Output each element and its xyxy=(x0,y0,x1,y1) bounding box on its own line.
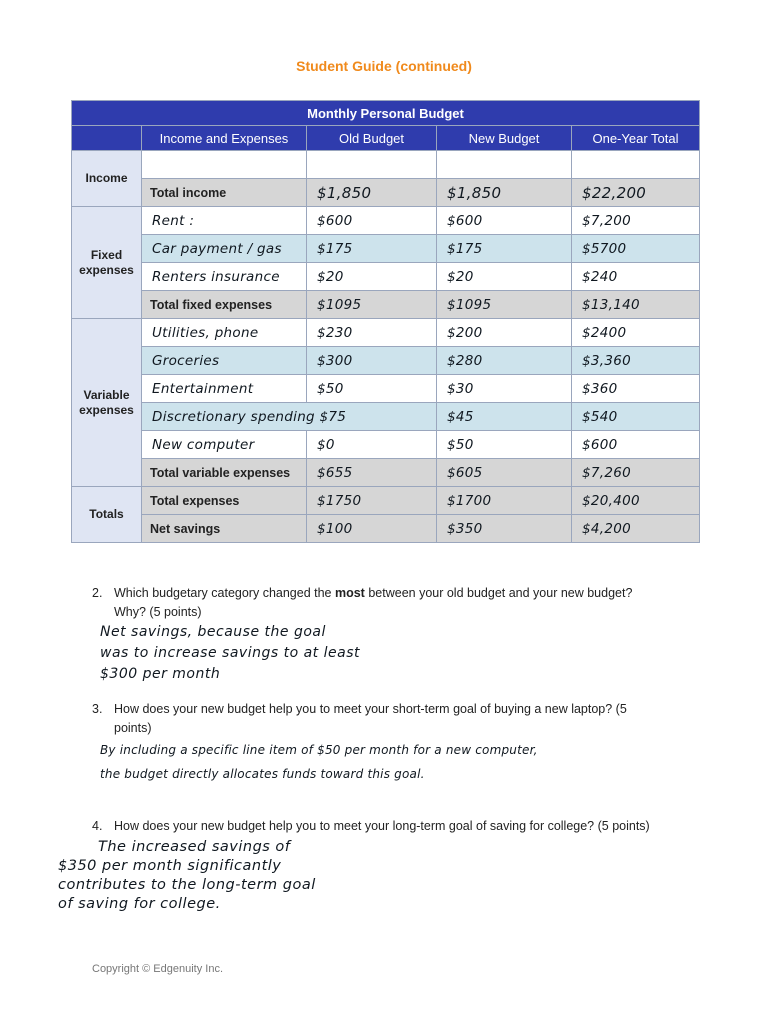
row-label-total-income: Total income xyxy=(142,179,307,207)
answer-line: the budget directly allocates funds toward this goal. xyxy=(100,767,425,781)
header-blank xyxy=(72,126,142,151)
question-2 xyxy=(92,584,652,622)
new-budget-cell: $1,850 xyxy=(437,179,572,207)
one-year-total-cell: $7,260 xyxy=(572,459,700,487)
answer-2 xyxy=(100,622,360,685)
answer-3 xyxy=(100,738,538,786)
new-budget-cell: $605 xyxy=(437,459,572,487)
question-text-part: Which budgetary category changed the xyxy=(114,586,335,600)
question-4 xyxy=(92,817,652,836)
category-income: Income xyxy=(72,151,142,207)
question-text: How does your new budget help you to meet your long-term goal of saving for college? (5 points) xyxy=(114,819,650,833)
old-budget-cell: $50 xyxy=(307,375,437,403)
row-label-utilities: Utilities, phone xyxy=(142,319,307,347)
new-budget-cell: $50 xyxy=(437,431,572,459)
old-budget-cell xyxy=(307,151,437,179)
new-budget-cell: $30 xyxy=(437,375,572,403)
new-budget-cell: $175 xyxy=(437,235,572,263)
row-label-total-expenses: Total expenses xyxy=(142,487,307,515)
old-budget-cell: $1,850 xyxy=(307,179,437,207)
new-budget-cell: $350 xyxy=(437,515,572,543)
question-number: 2. xyxy=(92,586,103,600)
col-header-one-year-total: One-Year Total xyxy=(572,126,700,151)
category-fixed-expenses: Fixed expenses xyxy=(72,207,142,319)
one-year-total-cell: $13,140 xyxy=(572,291,700,319)
col-header-new-budget: New Budget xyxy=(437,126,572,151)
new-budget-cell: $1095 xyxy=(437,291,572,319)
answer-line: Net savings, because the goal xyxy=(100,624,326,640)
row-label-car-payment: Car payment / gas xyxy=(142,235,307,263)
page-title: Student Guide (continued) xyxy=(296,58,472,74)
question-text-part: between your old budget and your new budget? xyxy=(364,586,633,600)
question-number: 3. xyxy=(92,702,103,716)
one-year-total-cell: $360 xyxy=(572,375,700,403)
answer-line: of saving for college. xyxy=(58,896,221,912)
row-label-groceries: Groceries xyxy=(142,347,307,375)
one-year-total-cell: $240 xyxy=(572,263,700,291)
row-label-renters-insurance: Renters insurance xyxy=(142,263,307,291)
row-label xyxy=(142,151,307,179)
one-year-total-cell: $5700 xyxy=(572,235,700,263)
old-budget-cell: $1095 xyxy=(307,291,437,319)
category-variable-expenses: Variable expenses xyxy=(72,319,142,487)
one-year-total-cell: $4,200 xyxy=(572,515,700,543)
old-budget-cell: $0 xyxy=(307,431,437,459)
new-budget-cell: $600 xyxy=(437,207,572,235)
old-budget-cell: $230 xyxy=(307,319,437,347)
question-text: How does your new budget help you to meet your short-term goal of buying a new laptop? (5 xyxy=(114,702,627,716)
row-label-rent: Rent : xyxy=(142,207,307,235)
new-budget-cell: $1700 xyxy=(437,487,572,515)
row-label-total-fixed: Total fixed expenses xyxy=(142,291,307,319)
old-budget-cell: $20 xyxy=(307,263,437,291)
new-budget-cell xyxy=(437,151,572,179)
table-title: Monthly Personal Budget xyxy=(72,101,700,126)
old-budget-cell: $175 xyxy=(307,235,437,263)
answer-4 xyxy=(58,838,316,914)
one-year-total-cell: $3,360 xyxy=(572,347,700,375)
old-budget-cell: $655 xyxy=(307,459,437,487)
old-budget-cell: $1750 xyxy=(307,487,437,515)
budget-table xyxy=(71,100,700,543)
question-number: 4. xyxy=(92,819,103,833)
col-header-income-expenses: Income and Expenses xyxy=(142,126,307,151)
one-year-total-cell: $20,400 xyxy=(572,487,700,515)
row-label-discretionary: Discretionary spending $75 xyxy=(142,403,437,431)
one-year-total-cell: $22,200 xyxy=(572,179,700,207)
one-year-total-cell: $540 xyxy=(572,403,700,431)
one-year-total-cell xyxy=(572,151,700,179)
question-text-bold: most xyxy=(334,586,365,600)
row-label-new-computer: New computer xyxy=(142,431,307,459)
row-label-entertainment: Entertainment xyxy=(142,375,307,403)
new-budget-cell: $45 xyxy=(437,403,572,431)
answer-line: $350 per month significantly xyxy=(58,858,282,874)
answer-line: By including a specific line item of $50 per month for a new computer, xyxy=(100,743,538,757)
question-3 xyxy=(92,700,652,738)
category-totals: Totals xyxy=(72,487,142,543)
row-label-total-variable: Total variable expenses xyxy=(142,459,307,487)
col-header-old-budget: Old Budget xyxy=(307,126,437,151)
new-budget-cell: $20 xyxy=(437,263,572,291)
question-text-line2: Why? (5 points) xyxy=(114,605,202,619)
new-budget-cell: $200 xyxy=(437,319,572,347)
one-year-total-cell: $7,200 xyxy=(572,207,700,235)
question-text-line2: points) xyxy=(114,721,152,735)
new-budget-cell: $280 xyxy=(437,347,572,375)
answer-line: The increased savings of xyxy=(98,839,291,855)
old-budget-cell: $600 xyxy=(307,207,437,235)
question-text xyxy=(114,586,632,600)
one-year-total-cell: $600 xyxy=(572,431,700,459)
answer-line: contributes to the long-term goal xyxy=(58,877,316,893)
answer-line: was to increase savings to at least xyxy=(100,645,360,661)
row-label-net-savings: Net savings xyxy=(142,515,307,543)
answer-line: $300 per month xyxy=(100,666,221,682)
one-year-total-cell: $2400 xyxy=(572,319,700,347)
copyright-footer: Copyright © Edgenuity Inc. xyxy=(92,963,224,975)
old-budget-cell: $100 xyxy=(307,515,437,543)
old-budget-cell: $300 xyxy=(307,347,437,375)
